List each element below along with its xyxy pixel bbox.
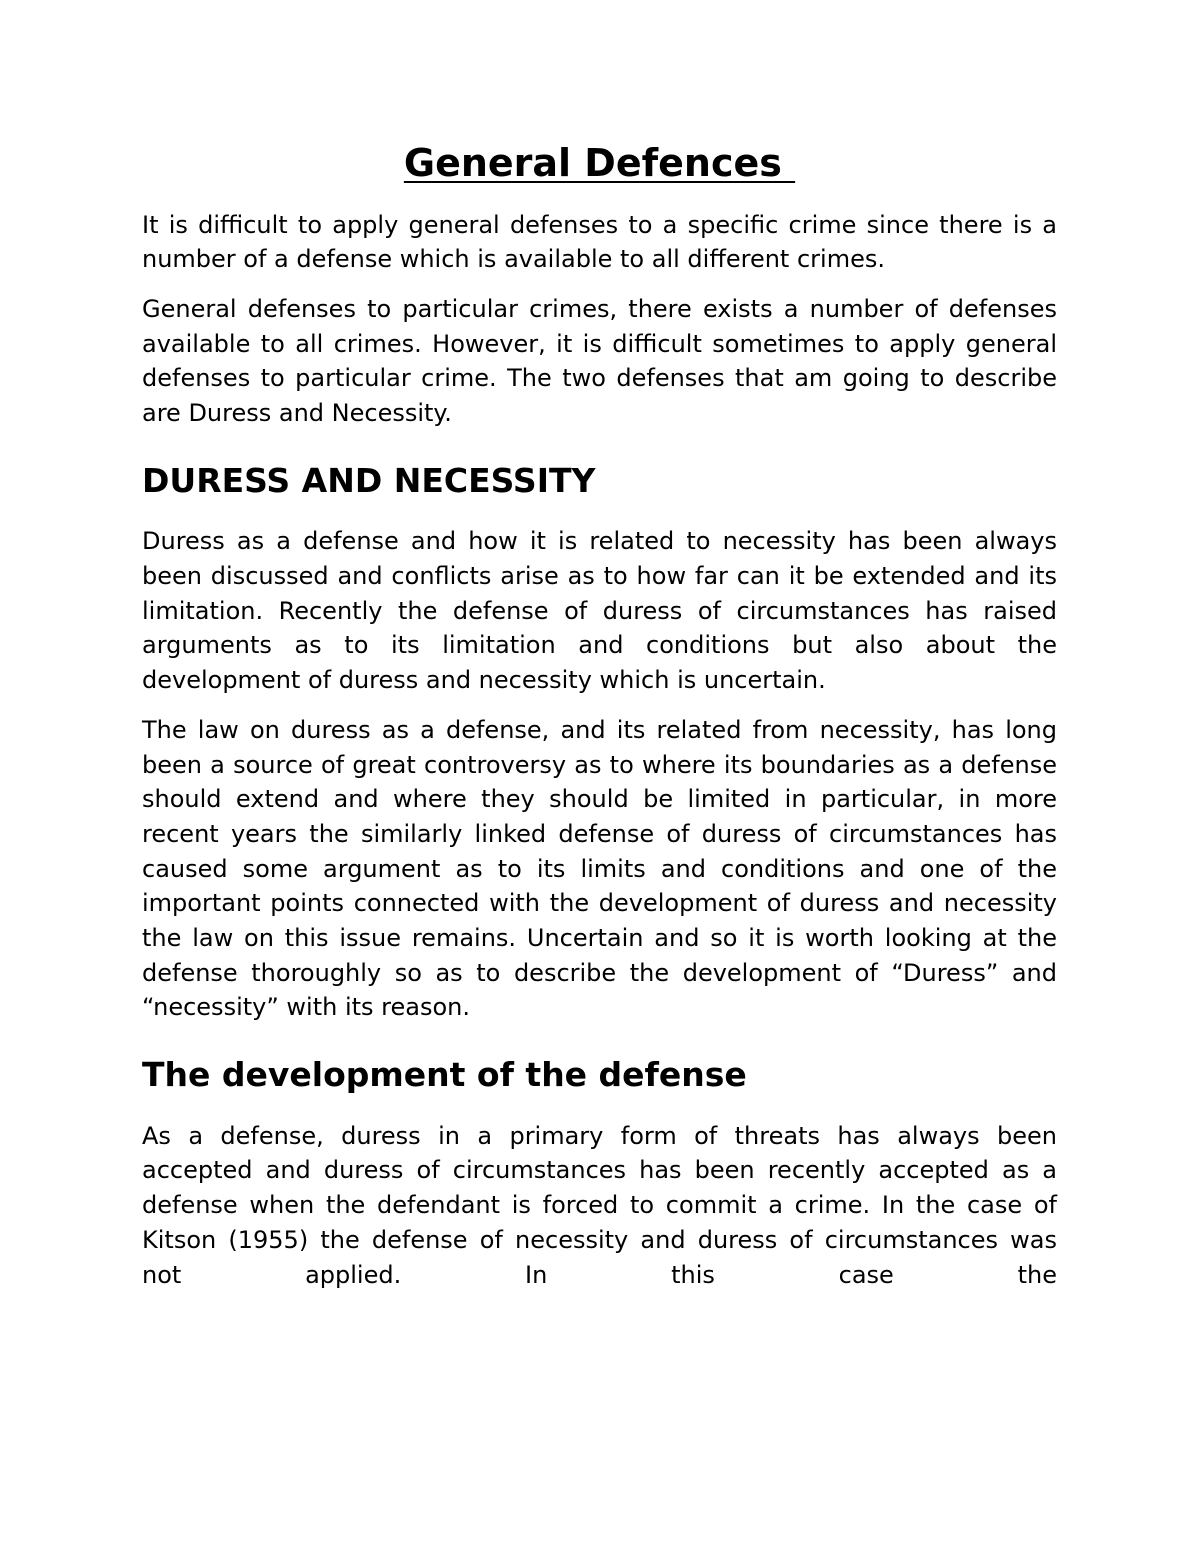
section-heading-duress-necessity: DURESS AND NECESSITY	[142, 460, 596, 500]
section1-paragraph-2: The law on duress as a defense, and its related from necessity, has long been a source of great controversy as to where its boundaries as a defense should extend and where they should be limited in particular, in more recent years the similarly linked defense of duress of circumstances has caused some argument as to its limits and conditions and one of the important points connected with the development of duress and necessity the law on this issue remains. Uncertain and so it is worth looking at the defense thoroughly so as to describe the development of “Duress” and “necessity” with its reason.	[142, 715, 1057, 1022]
section1-paragraph-1: Duress as a defense and how it is related to necessity has been always been discussed and conflicts arise as to how far can it be extended and its limitation. Recently the defense of duress of circumstances has raised arguments as to its limitation and conditions but also about the development of duress and necessity which is uncertain.	[142, 527, 1057, 695]
section-heading-development: The development of the defense	[142, 1055, 747, 1095]
section2-paragraph-1: As a defense, duress in a primary form of threats has always been accepted and duress of circumstances has been recently accepted as a defense when the defendant is forced to commit a crime. In the case of Kitson (1955) the defense of necessity and duress of circumstances was not applied. In this case the	[142, 1121, 1057, 1289]
intro-paragraph-2: General defenses to particular crimes, there exists a number of defenses available to all crimes. However, it is difficult sometimes to apply general defenses to particular crime. The two defenses that am going to describe are Duress and Necessity.	[142, 294, 1057, 428]
page-title: General Defences	[403, 141, 796, 185]
document-page	[142, 140, 1057, 1307]
intro-paragraph-1: It is difficult to apply general defenses to a specific crime since there is a number of a defense which is available to all different crimes.	[142, 210, 1057, 274]
